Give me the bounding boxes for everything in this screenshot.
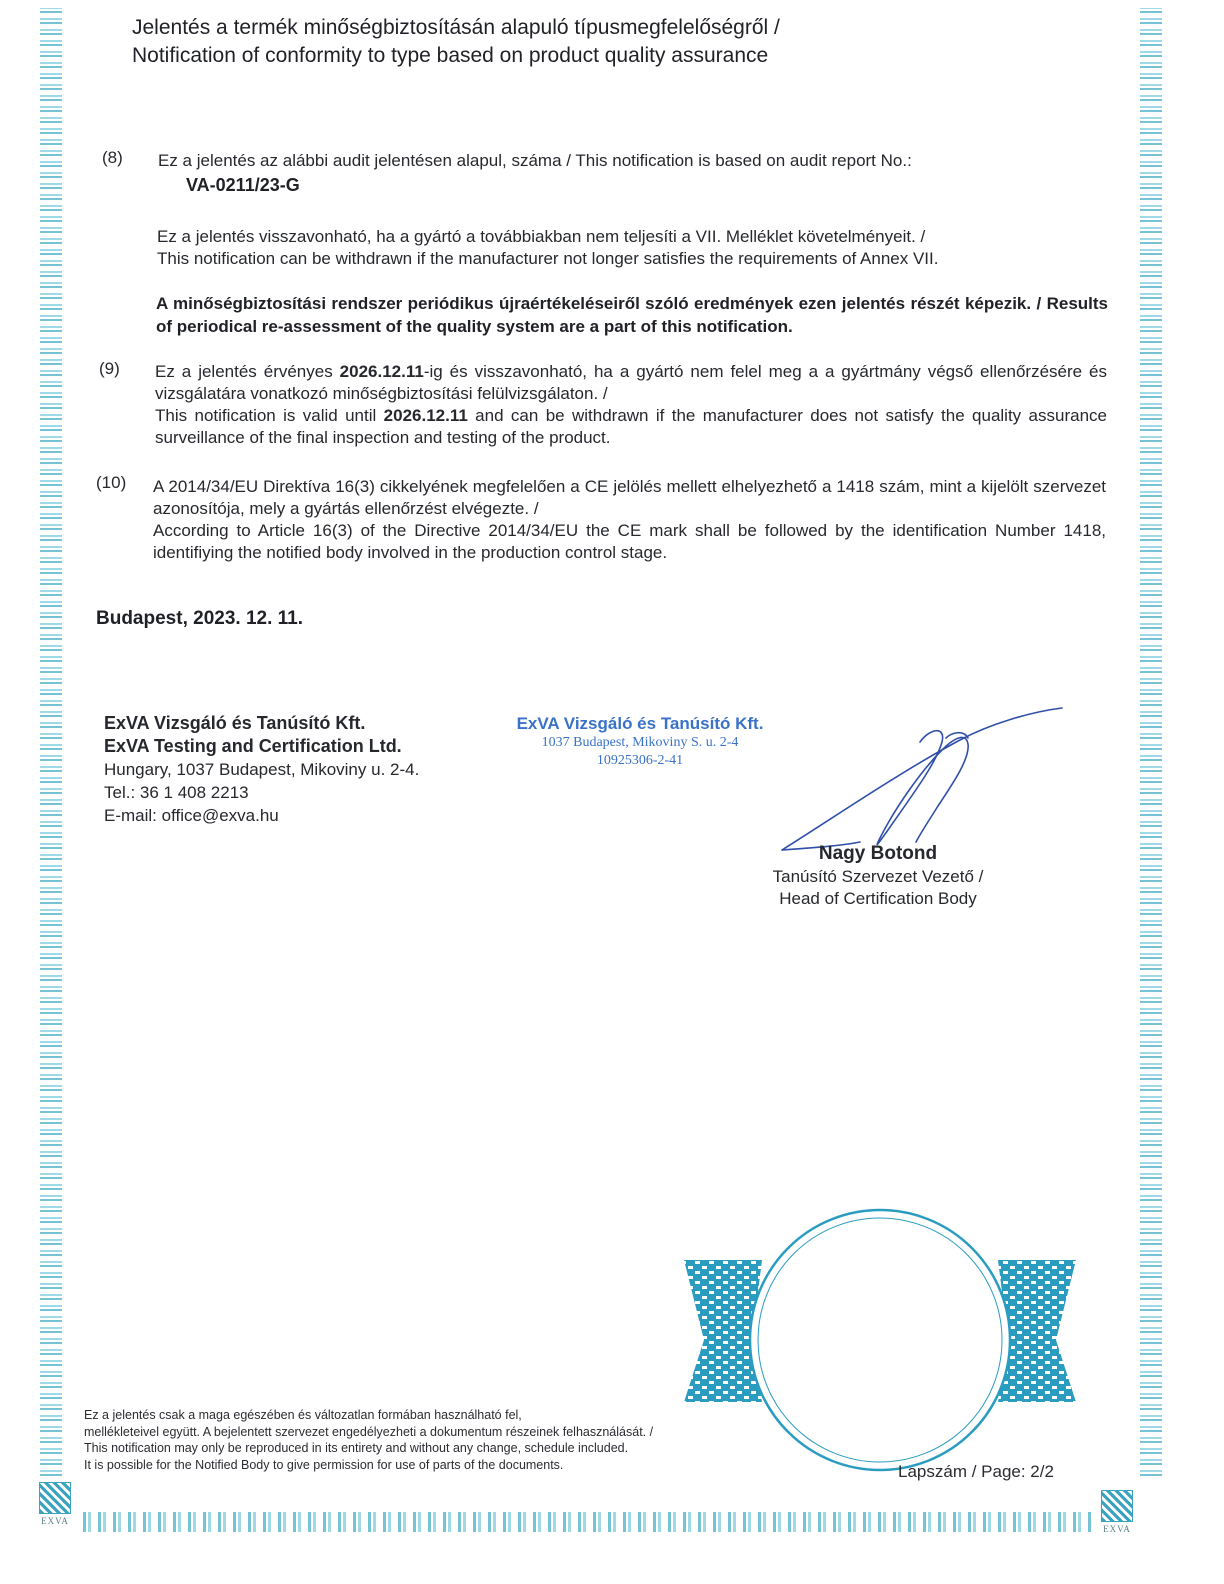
exva-logo-right: EXVA <box>1100 1490 1134 1534</box>
withdraw-notice-hu: Ez a jelentés visszavonható, ha a gyártó a továbbiakban nem teljesíti a VII. Melléklet követelményeit. / <box>157 227 926 246</box>
company-info <box>104 712 419 827</box>
section-8-number: (8) <box>102 148 123 167</box>
section-9-text: Ez a jelentés érvényes 2026.12.11-ig és visszavonható, ha a gyártó nem felel meg a a gyártmány végső ellenőrzésére és vizsgálatára vonatkozó minőségbiztosítási felülvizsgálaton. / This notification is valid until 2026.12.11 and can be withdrawn if the manufacturer does not satisfy the quality assurance surveillance of the final inspection and testing of the product. <box>155 362 1107 447</box>
section-9-number: (9) <box>99 359 120 378</box>
title-hu: Jelentés a termék minőségbiztosításán alapuló típusmegfelelőségről / <box>132 16 780 39</box>
handwritten-signature <box>770 702 1070 862</box>
withdraw-notice-en: This notification can be withdrawn if the manufacturer not longer satisfies the requirements of Annex VII. <box>157 249 939 268</box>
page-number: Lapszám / Page: 2/2 <box>898 1462 1054 1481</box>
section-10-number: (10) <box>96 473 127 492</box>
audit-report-number: VA-0211/23-G <box>186 175 300 195</box>
bottom-border-pattern <box>80 1512 1092 1532</box>
right-border-pattern <box>1140 8 1162 1478</box>
signer-role-en: Head of Certification Body <box>779 889 977 908</box>
left-border-pattern <box>40 8 62 1478</box>
withdraw-notice <box>157 226 1087 270</box>
section-10-en: According to Article 16(3) of the Directive 2014/34/EU the CE mark shall be followed by the identification Number 1418, identifiying the notified body involved in the production control stage. <box>153 521 1106 562</box>
document-title <box>132 14 780 70</box>
company-address: Hungary, 1037 Budapest, Mikoviny u. 2-4. <box>104 760 420 779</box>
company-phone: Tel.: 36 1 408 2213 <box>104 783 249 802</box>
signer-block <box>748 842 1008 910</box>
valid-until-date: 2026.12.11 <box>339 362 424 381</box>
company-stamp: ExVA Vizsgáló és Tanúsító Kft. 1037 Budapest, Mikoviny S. u. 2-4 10925306-2-41 <box>516 714 764 768</box>
company-name-en: ExVA Testing and Certification Ltd. <box>104 736 402 756</box>
signer-name: Nagy Botond <box>818 843 938 864</box>
exva-logo-icon <box>39 1482 71 1514</box>
section-8-text: Ez a jelentés az alábbi audit jelentésen alapul, száma / This notification is based on audit report No.: <box>158 151 912 170</box>
reproduction-note: Ez a jelentés csak a maga egészében és változatlan formában használható fel, mellékleteivel együtt. A bejelentett szervezet engedélyezheti a dokumentum részeinek felhasználását. / This notification may only be reproduced in its entirety and without any change, schedule included. It is possible for the Notified Body to give permission for use of parts of the documents. <box>84 1408 654 1472</box>
place-date: Budapest, 2023. 12. 11. <box>96 608 304 629</box>
company-name-hu: ExVA Vizsgáló és Tanúsító Kft. <box>104 713 366 733</box>
official-seal <box>680 1190 1080 1500</box>
reassessment-notice: A minőségbiztosítási rendszer periódikus újraértékeléseiről szóló eredmények ezen jelentés részét képezik. / Results of periodical re-assessment of the quality system are a part of this notification. <box>156 294 1108 336</box>
exva-logo-icon <box>1101 1490 1133 1522</box>
title-en: Notification of conformity to type based on product quality assurance <box>132 44 769 67</box>
section-10-text <box>153 476 1106 564</box>
section-10-hu: A 2014/34/EU Direktíva 16(3) cikkelyének megfelelően a CE jelölés mellett elhelyezhető a 1418 szám, mint a kijelölt szervezet azonosítója, mely a gyártás ellenőrzést elvégezte. / <box>153 477 1106 518</box>
company-email: E-mail: office@exva.hu <box>104 806 279 825</box>
exva-logo-left: EXVA <box>38 1482 72 1526</box>
signer-role-hu: Tanúsító Szervezet Vezető / <box>772 867 984 886</box>
valid-until-date-en: 2026.12.11 <box>383 406 468 425</box>
